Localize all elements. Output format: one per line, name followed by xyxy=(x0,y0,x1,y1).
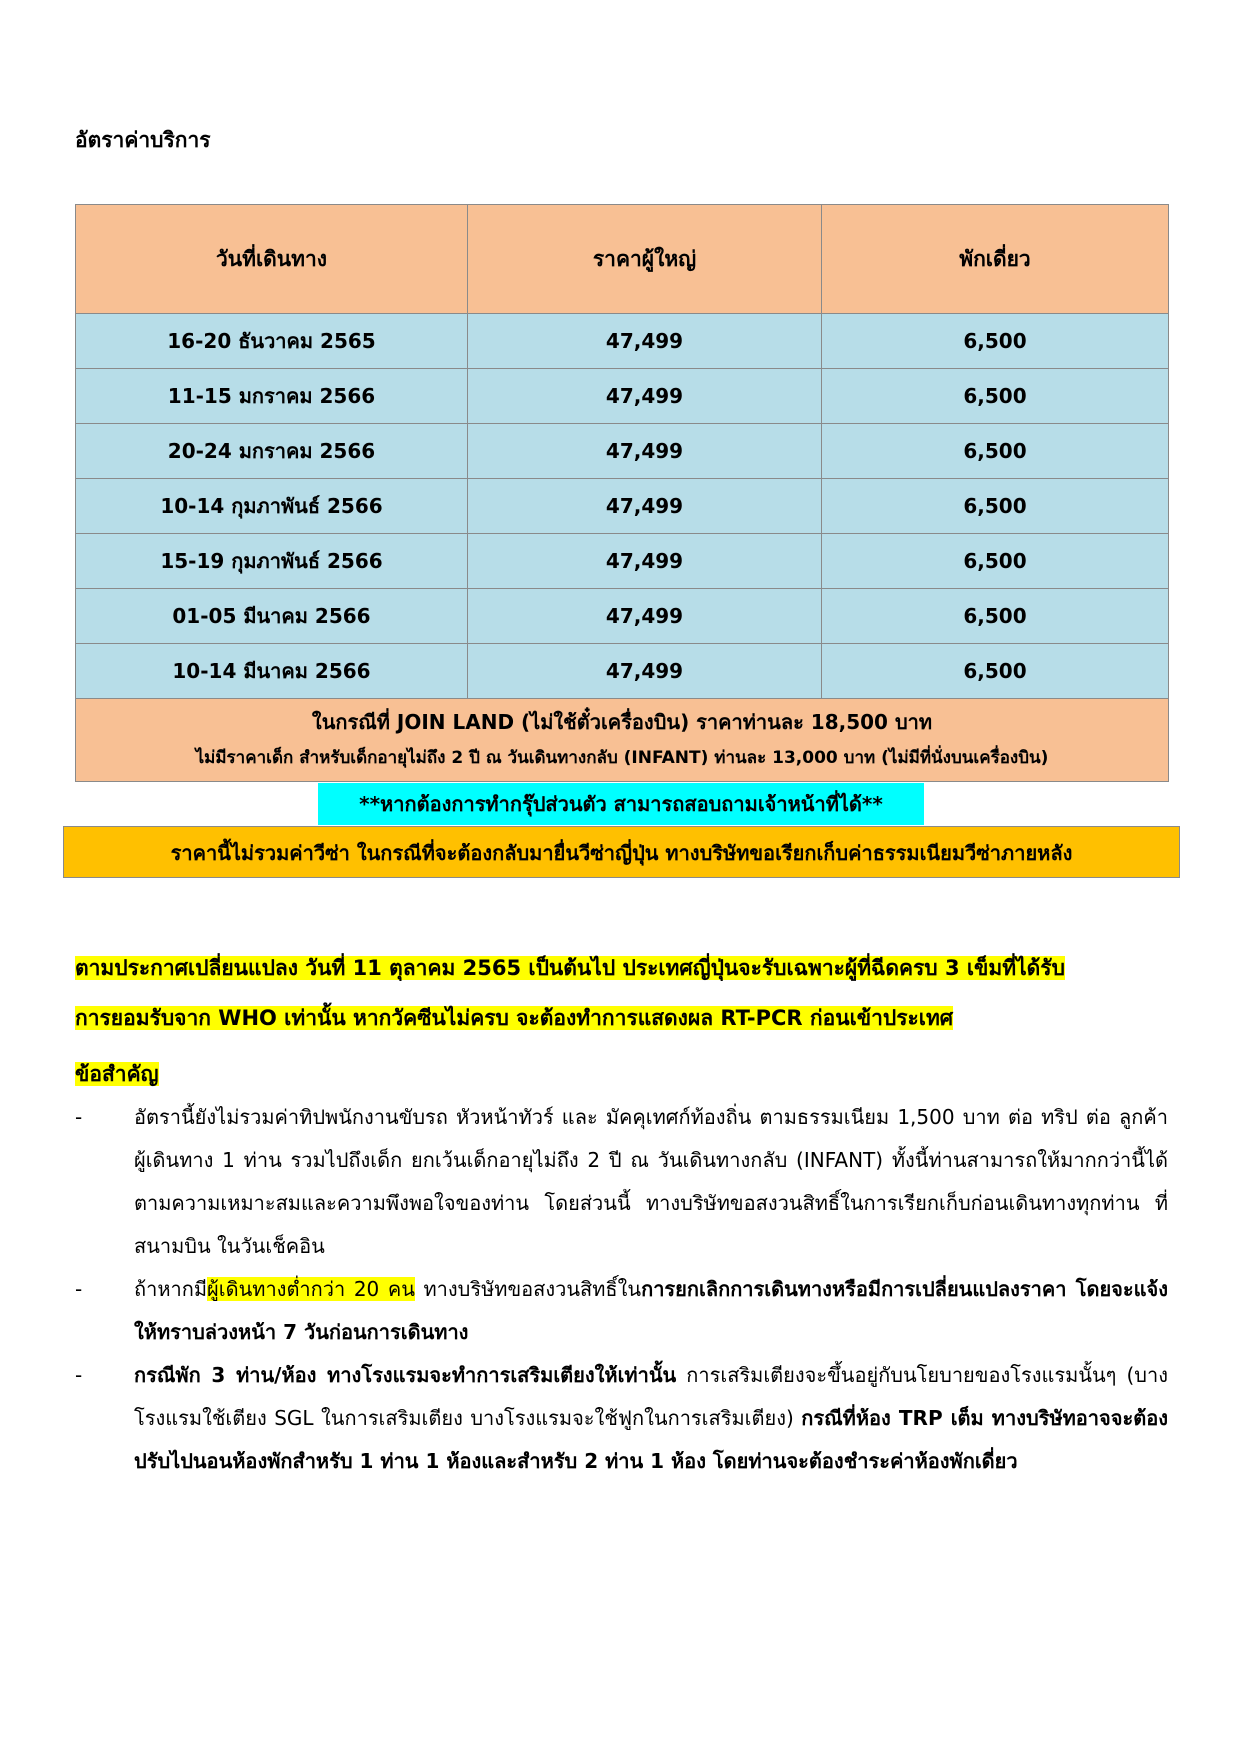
table-row xyxy=(76,369,1169,424)
row-adult-price: 47,499 xyxy=(468,369,822,424)
row-adult-price: 47,499 xyxy=(468,589,822,644)
extra-bed-bold-2: กรณีที่ห้อง TRP เต็ม ทางบริษัทอาจจะต้องปรับไปนอนห้องพักสำหรับ 1 ท่าน 1 ห้องและสำหรับ 2 ท่าน 1 ห้อง โดยท่านจะต้องชำระค่าห้องพักเดี่ยว xyxy=(134,1406,1168,1473)
row-adult-price: 47,499 xyxy=(468,644,822,699)
join-land-price: ในกรณีที่ JOIN LAND (ไม่ใช้ตั๋วเครื่องบิน) ราคาท่านละ 18,500 บาท xyxy=(311,710,933,734)
header-adult-price: ราคาผู้ใหญ่ xyxy=(468,205,822,314)
table-row xyxy=(76,424,1169,479)
bullet-dash: - xyxy=(75,1105,83,1129)
table-row xyxy=(76,589,1169,644)
min-travelers-bold: การยกเลิกการเดินทางหรือมีการเปลี่ยนแปลงราคา xyxy=(641,1277,1067,1301)
min-travelers-part-c: โดยจะแจ้งให้ทราบล่วงหน้า 7 วันก่อนการเดินทาง xyxy=(134,1277,1169,1344)
row-date: 10-14 มีนาคม 2566 xyxy=(76,644,468,699)
table-note-row xyxy=(76,699,1169,782)
row-single-price: 6,500 xyxy=(822,589,1169,644)
tip-policy-text: อัตรานี้ยังไม่รวมค่าทิปพนักงานขับรถ หัวหน้าทัวร์ และ มัคคุเทศก์ท้องถิ่น ตามธรรมเนียม 1,500 บาท ต่อ ทริป ต่อ ลูกค้า ผู้เดินทาง 1 ท่าน รวมไปถึงเด็ก ยกเว้นเด็กอายุไม่ถึง 2 ปี ณ วันเดินทางกลับ (INFANT) ทั้งนี้ท่านสามารถให้มากกว่านี้ได้ตามความเหมาะสมและความพึงพอใจของท่าน โดยส่วนนี้ ทางบริษัทขอสงวนสิทธิ์ในการเรียกเก็บก่อนเดินทางทุกท่าน ที่สนามบิน ในวันเช็คอิน xyxy=(134,1105,1168,1258)
row-adult-price: 47,499 xyxy=(468,534,822,589)
min-travelers-part-a: ถ้าหากมี xyxy=(134,1277,208,1301)
join-land-note xyxy=(76,699,1169,782)
row-adult-price: 47,499 xyxy=(468,424,822,479)
row-adult-price: 47,499 xyxy=(468,314,822,369)
row-date: 15-19 กุมภาพันธ์ 2566 xyxy=(76,534,468,589)
row-single-price: 6,500 xyxy=(822,314,1169,369)
table-row xyxy=(76,534,1169,589)
row-single-price: 6,500 xyxy=(822,644,1169,699)
row-date: 20-24 มกราคม 2566 xyxy=(76,424,468,479)
extra-bed-bold-1: กรณีพัก 3 ท่าน/ห้อง ทางโรงแรมจะทำการเสริมเตียงให้เท่านั้น xyxy=(134,1363,677,1387)
min-travelers-highlight: ผู้เดินทางต่ำกว่า 20 คน xyxy=(207,1277,415,1301)
row-adult-price: 47,499 xyxy=(468,479,822,534)
table-row xyxy=(76,314,1169,369)
table-row xyxy=(76,479,1169,534)
row-single-price: 6,500 xyxy=(822,479,1169,534)
list-item xyxy=(75,1354,1168,1483)
bullet-dash: - xyxy=(75,1277,83,1301)
header-single-room: พักเดี่ยว xyxy=(822,205,1169,314)
row-single-price: 6,500 xyxy=(822,424,1169,479)
row-date: 11-15 มกราคม 2566 xyxy=(76,369,468,424)
list-item xyxy=(75,1268,1168,1354)
infant-price: ไม่มีราคาเด็ก สำหรับเด็กอายุไม่ถึง 2 ปี ณ วันเดินทางกลับ (INFANT) ท่านละ 13,000 บาท (ไม่มีที่นั่งบนเครื่องบิน) xyxy=(195,748,1049,768)
page-title: อัตราค่าบริการ xyxy=(75,128,211,152)
covid-notice xyxy=(75,943,1065,1043)
table-header-row xyxy=(76,205,1169,314)
covid-notice-line1: ตามประกาศเปลี่ยนแปลง วันที่ 11 ตุลาคม 2565 เป็นต้นไป ประเทศญี่ปุ่นจะรับเฉพาะผู้ที่ฉีดครบ 3 เข็มที่ได้รับ xyxy=(75,956,1065,980)
covid-notice-line2: การยอมรับจาก WHO เท่านั้น หากวัคซีนไม่ครบ จะต้องทำการแสดงผล RT-PCR ก่อนเข้าประเทศ xyxy=(75,1006,954,1030)
row-date: 16-20 ธันวาคม 2565 xyxy=(76,314,468,369)
row-date: 10-14 กุมภาพันธ์ 2566 xyxy=(76,479,468,534)
header-travel-date: วันที่เดินทาง xyxy=(76,205,468,314)
minimum-travelers-text xyxy=(134,1268,1168,1354)
important-heading xyxy=(75,1058,159,1091)
min-travelers-part-b: ทางบริษัทขอสงวนสิทธิ์ใน xyxy=(414,1277,642,1301)
extra-bed-part-a: การเสริมเตียงจะขึ้นอยู่กับนโยบายของโรงแรมนั้นๆ (บางโรงแรมใช้เตียง SGL ในการเสริมเตียง บางโรงแรมจะใช้ฟูกในการเสริมเตียง) xyxy=(134,1363,1168,1430)
private-group-note: **หากต้องการทำกรุ๊ปส่วนตัว สามารถสอบถามเจ้าหน้าที่ได้** xyxy=(318,783,924,825)
row-single-price: 6,500 xyxy=(822,534,1169,589)
row-single-price: 6,500 xyxy=(822,369,1169,424)
important-heading-text: ข้อสำคัญ xyxy=(75,1062,159,1086)
rates-table xyxy=(75,204,1169,782)
bullet-dash: - xyxy=(75,1363,83,1387)
extra-bed-text xyxy=(134,1354,1168,1483)
visa-note: ราคานี้ไม่รวมค่าวีซ่า ในกรณีที่จะต้องกลับมายื่นวีซ่าญี่ปุ่น ทางบริษัทขอเรียกเก็บค่าธรรมเนียมวีซ่าภายหลัง xyxy=(63,826,1180,878)
row-date: 01-05 มีนาคม 2566 xyxy=(76,589,468,644)
important-list xyxy=(75,1096,1168,1483)
table-row xyxy=(76,644,1169,699)
list-item xyxy=(75,1096,1168,1268)
